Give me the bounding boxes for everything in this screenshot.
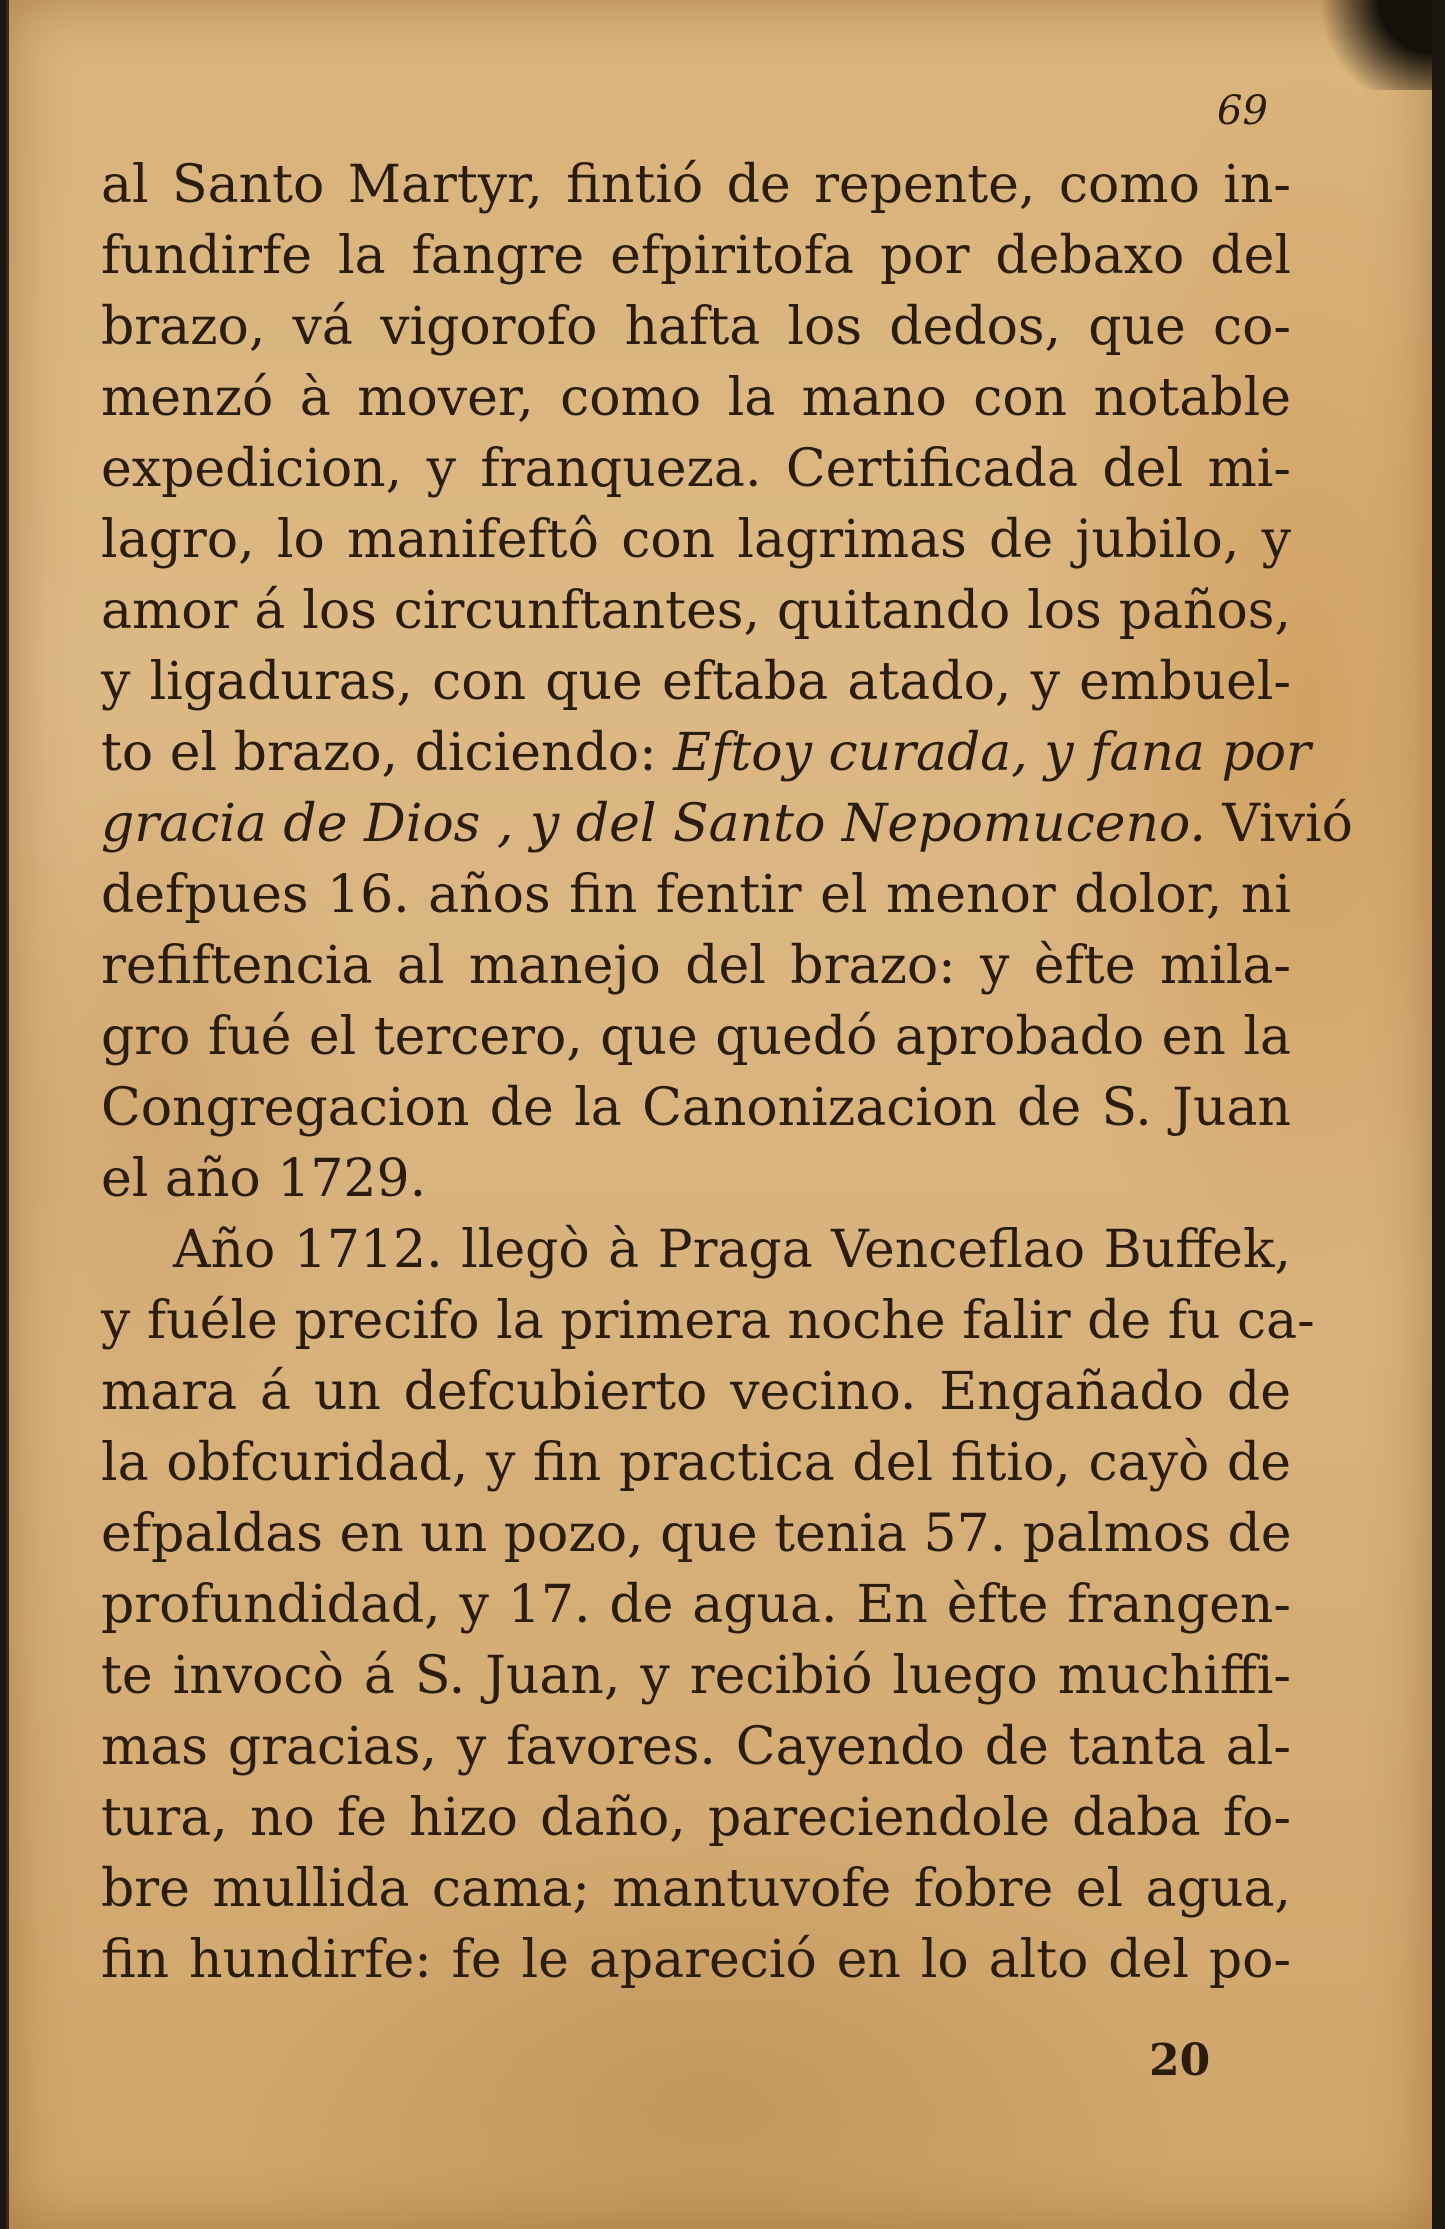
text-line: Congregacion de la Canonizacion de S. Juan: [101, 1078, 1291, 1138]
text-line: bre mullida cama; mantuvofe fobre el agua,: [101, 1859, 1291, 1919]
text-line: brazo, vá vigorofo hafta los dedos, que co-: [101, 297, 1291, 357]
text-line: expedicion, y franqueza. Certificada del mi-: [101, 439, 1291, 499]
text-line: [101, 718, 1311, 789]
text-line: Año 1712. llegò à Praga Venceflao Buffek,: [173, 1220, 1291, 1280]
book-page: [6, 0, 1432, 2229]
text-line: y ligaduras, con que eftaba atado, y embuel-: [101, 652, 1291, 712]
text-line: la obfcuridad, y fin practica del fitio, cayò de: [101, 1433, 1291, 1493]
text-line: amor á los circunftantes, quitando los paños,: [101, 581, 1291, 641]
text-line: mara á un defcubierto vecino. Engañado de: [101, 1362, 1291, 1422]
page-number: 69: [1217, 88, 1268, 134]
text-line: fundirfe la fangre efpiritofa por debaxo del: [101, 226, 1291, 286]
text-line: gro fué el tercero, que quedó aprobado en la: [101, 1007, 1291, 1067]
text-segment: to el brazo, diciendo:: [101, 723, 674, 783]
text-line: y fuéle precifo la primera noche falir de fu ca-: [101, 1291, 1315, 1351]
italic-text: gracia de Dios , y del Santo Nepomuceno.: [101, 794, 1206, 854]
page-corner-shadow: [1312, 0, 1432, 90]
text-segment: Vivió: [1205, 794, 1353, 854]
text-line: el año 1729.: [101, 1149, 427, 1209]
text-line: menzó à mover, como la mano con notable: [101, 368, 1291, 428]
text-line: defpues 16. años fin fentir el menor dolor, ni: [101, 865, 1291, 925]
text-line: efpaldas en un pozo, que tenia 57. palmos de: [101, 1504, 1292, 1564]
text-line: mas gracias, y favores. Cayendo de tanta al-: [101, 1717, 1291, 1777]
italic-text: Eftoy curada, y fana por: [673, 723, 1311, 783]
body-text: [101, 150, 1353, 1996]
text-line: profundidad, y 17. de agua. En èfte frangen-: [101, 1575, 1291, 1635]
text-line: al Santo Martyr, fintió de repente, como in-: [101, 155, 1291, 215]
text-line: tura, no fe hizo daño, pareciendole daba fo-: [101, 1788, 1291, 1848]
text-line: [101, 789, 1353, 860]
text-line: refiftencia al manejo del brazo: y èfte mila-: [101, 936, 1291, 996]
text-line: te invocò á S. Juan, y recibió luego muchiffi-: [101, 1646, 1291, 1706]
text-line: fin hundirfe: fe le apareció en lo alto del po-: [101, 1930, 1291, 1990]
text-line: lagro, lo manifeftô con lagrimas de jubilo, y: [101, 510, 1291, 570]
catchword: 20: [1149, 2035, 1211, 2086]
